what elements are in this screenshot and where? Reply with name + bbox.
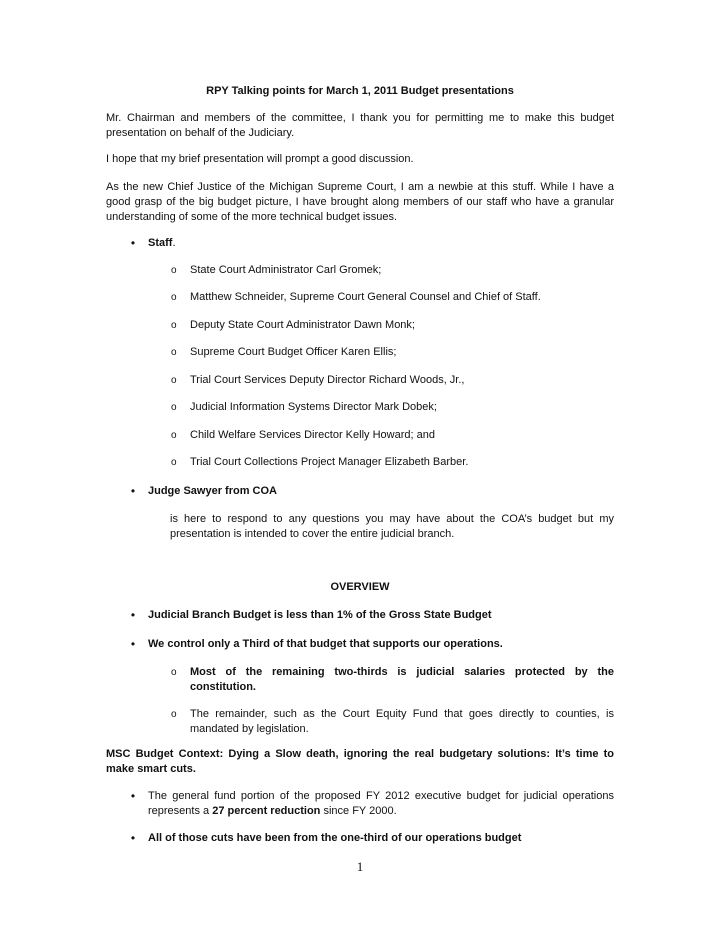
staff-member: Supreme Court Budget Officer Karen Ellis;	[190, 346, 397, 358]
bullet-dot: •	[130, 236, 136, 250]
staff-member: Trial Court Services Deputy Director Richard Woods, Jr.,	[190, 374, 465, 386]
sub-bullet-marker: o	[171, 320, 177, 331]
staff-member: Child Welfare Services Director Kelly Howard; and	[190, 429, 435, 441]
intro-paragraph-3: As the new Chief Justice of the Michigan Supreme Court, I am a newbie at this stuff. While I have a good grasp of the big budget picture, I have brought along members of our staff who have a granular understanding of some of the more technical budget issues.	[106, 181, 614, 223]
overview-heading: OVERVIEW	[330, 581, 390, 593]
msc-bullet-1	[148, 789, 614, 819]
sub-bullet-marker: o	[171, 292, 177, 303]
intro-paragraph-1: Mr. Chairman and members of the committee, I thank you for permitting me to make this budget presentation on behalf of the Judiciary.	[106, 112, 614, 139]
overview-sub-bullet-1: Most of the remaining two-thirds is judicial salaries protected by the constitution.	[190, 666, 614, 693]
sub-bullet-marker: o	[171, 265, 177, 276]
staff-member: Judicial Information Systems Director Mark Dobek;	[190, 401, 437, 413]
document-title: RPY Talking points for March 1, 2011 Budget presentations	[206, 85, 514, 97]
sub-bullet-marker: o	[171, 402, 177, 413]
sub-bullet-marker: o	[171, 457, 177, 468]
bullet-dot: •	[130, 831, 136, 845]
sub-bullet-marker: o	[171, 347, 177, 358]
bullet-dot: •	[130, 637, 136, 651]
msc-heading: MSC Budget Context: Dying a Slow death, ignoring the real budgetary solutions: It’s time to make smart cuts.	[106, 748, 614, 775]
overview-sub-bullet-2: The remainder, such as the Court Equity Fund that goes directly to counties, is mandated by legislation.	[190, 708, 614, 735]
staff-member: Matthew Schneider, Supreme Court General Counsel and Chief of Staff.	[190, 291, 541, 303]
sub-bullet-marker: o	[171, 709, 177, 720]
msc-bullet-2: All of those cuts have been from the one-third of our operations budget	[148, 832, 522, 844]
staff-member: State Court Administrator Carl Gromek;	[190, 264, 382, 276]
bullet-dot: •	[130, 608, 136, 622]
msc-bullet-1-tail: since FY 2000.	[320, 805, 397, 817]
staff-member: Deputy State Court Administrator Dawn Monk;	[190, 319, 415, 331]
staff-heading-period: .	[172, 237, 176, 249]
page-number: 1	[356, 859, 364, 874]
sub-bullet-marker: o	[171, 430, 177, 441]
coa-heading: Judge Sawyer from COA	[148, 485, 277, 497]
staff-member: Trial Court Collections Project Manager Elizabeth Barber.	[190, 456, 469, 468]
sub-bullet-marker: o	[171, 667, 177, 678]
overview-bullet-1: Judicial Branch Budget is less than 1% of the Gross State Budget	[148, 609, 492, 621]
msc-bullet-1-text: The general fund portion of the proposed FY 2012 executive budget for judicial operations represents a	[148, 790, 614, 817]
intro-paragraph-2: I hope that my brief presentation will prompt a good discussion.	[106, 153, 414, 165]
bullet-dot: •	[130, 484, 136, 498]
coa-text: is here to respond to any questions you may have about the COA’s budget but my presentation is intended to cover the entire judicial branch.	[170, 513, 614, 540]
staff-heading-label: Staff	[148, 237, 173, 249]
staff-heading	[148, 236, 614, 251]
overview-bullet-2: We control only a Third of that budget that supports our operations.	[148, 638, 503, 650]
sub-bullet-marker: o	[171, 375, 177, 386]
bullet-dot: •	[130, 789, 136, 803]
msc-bullet-1-emphasis: 27 percent reduction	[212, 805, 321, 817]
